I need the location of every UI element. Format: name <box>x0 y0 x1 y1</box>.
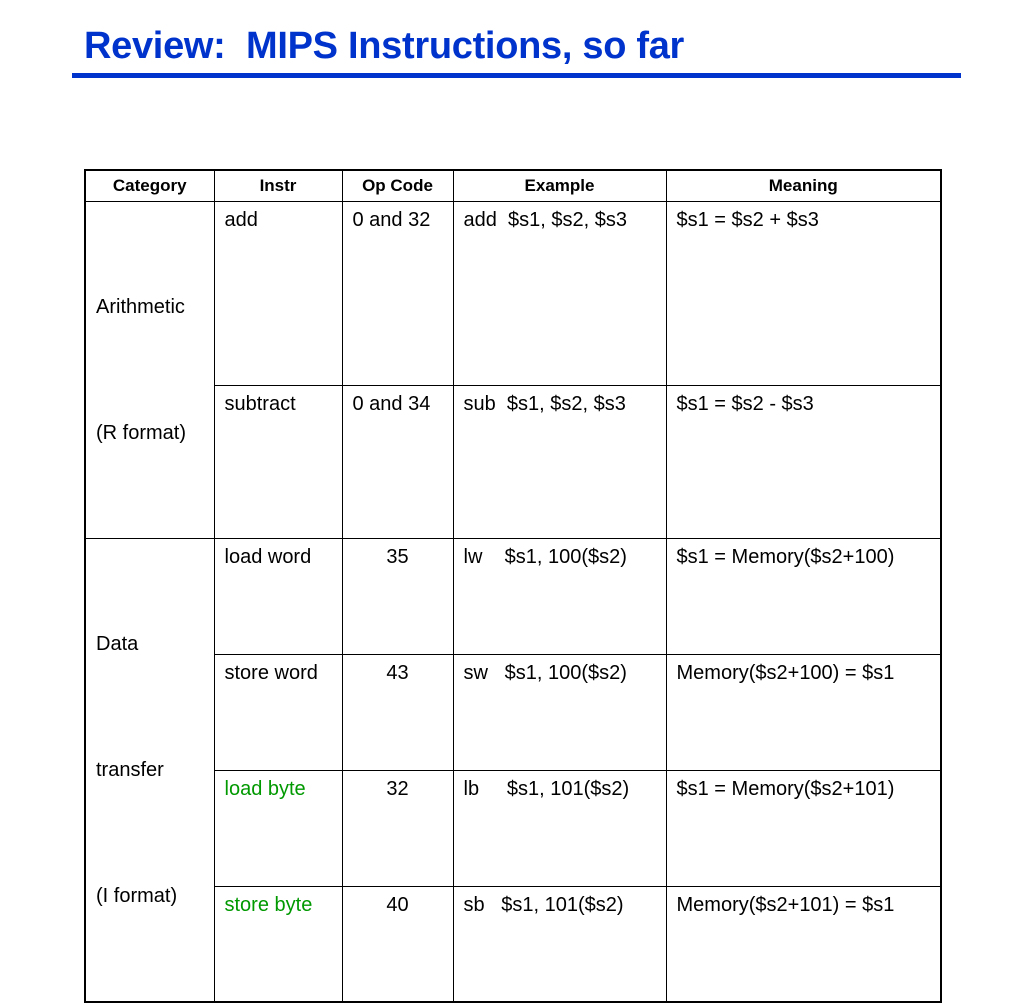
header-category: Category <box>85 170 214 202</box>
category-line: (R format) <box>96 422 186 444</box>
category-line: transfer <box>96 759 164 781</box>
table-header-row <box>85 170 941 202</box>
category-cell-arithmetic <box>85 202 214 539</box>
example-cell: sb $s1, 101($s2) <box>453 886 666 1002</box>
table-row <box>85 770 941 886</box>
table-row <box>85 539 941 655</box>
category-line: Data <box>96 633 139 655</box>
meaning-cell: Memory($s2+101) = $s1 <box>666 886 941 1002</box>
example-cell: add $s1, $s2, $s3 <box>453 202 666 386</box>
meaning-cell: $s1 = $s2 - $s3 <box>666 385 941 538</box>
table-row <box>85 202 941 386</box>
header-meaning: Meaning <box>666 170 941 202</box>
example-cell: sw $s1, 100($s2) <box>453 654 666 770</box>
example-cell: lb $s1, 101($s2) <box>453 770 666 886</box>
table-row <box>85 886 941 1002</box>
example-cell: sub $s1, $s2, $s3 <box>453 385 666 538</box>
category-line: Arithmetic <box>96 296 185 318</box>
header-opcode: Op Code <box>342 170 453 202</box>
instr-cell: subtract <box>214 385 342 538</box>
meaning-cell: $s1 = Memory($s2+100) <box>666 539 941 655</box>
instr-cell: add <box>214 202 342 386</box>
category-line: (I format) <box>96 885 178 907</box>
instr-cell: store byte <box>214 886 342 1002</box>
opcode-cell: 0 and 34 <box>342 385 453 538</box>
opcode-cell: 35 <box>342 539 453 655</box>
instr-cell: load word <box>214 539 342 655</box>
category-cell-data-transfer <box>85 539 214 1003</box>
table-row <box>85 385 941 538</box>
instr-cell: store word <box>214 654 342 770</box>
opcode-cell: 0 and 32 <box>342 202 453 386</box>
header-example: Example <box>453 170 666 202</box>
slide-title: Review: MIPS Instructions, so far <box>84 25 685 67</box>
instr-cell: load byte <box>214 770 342 886</box>
meaning-cell: $s1 = Memory($s2+101) <box>666 770 941 886</box>
meaning-cell: Memory($s2+100) = $s1 <box>666 654 941 770</box>
opcode-cell: 43 <box>342 654 453 770</box>
title-rule <box>72 73 961 78</box>
meaning-cell: $s1 = $s2 + $s3 <box>666 202 941 386</box>
example-cell: lw $s1, 100($s2) <box>453 539 666 655</box>
opcode-cell: 32 <box>342 770 453 886</box>
table-row <box>85 654 941 770</box>
header-instr: Instr <box>214 170 342 202</box>
opcode-cell: 40 <box>342 886 453 1002</box>
mips-instructions-table <box>84 169 942 1003</box>
